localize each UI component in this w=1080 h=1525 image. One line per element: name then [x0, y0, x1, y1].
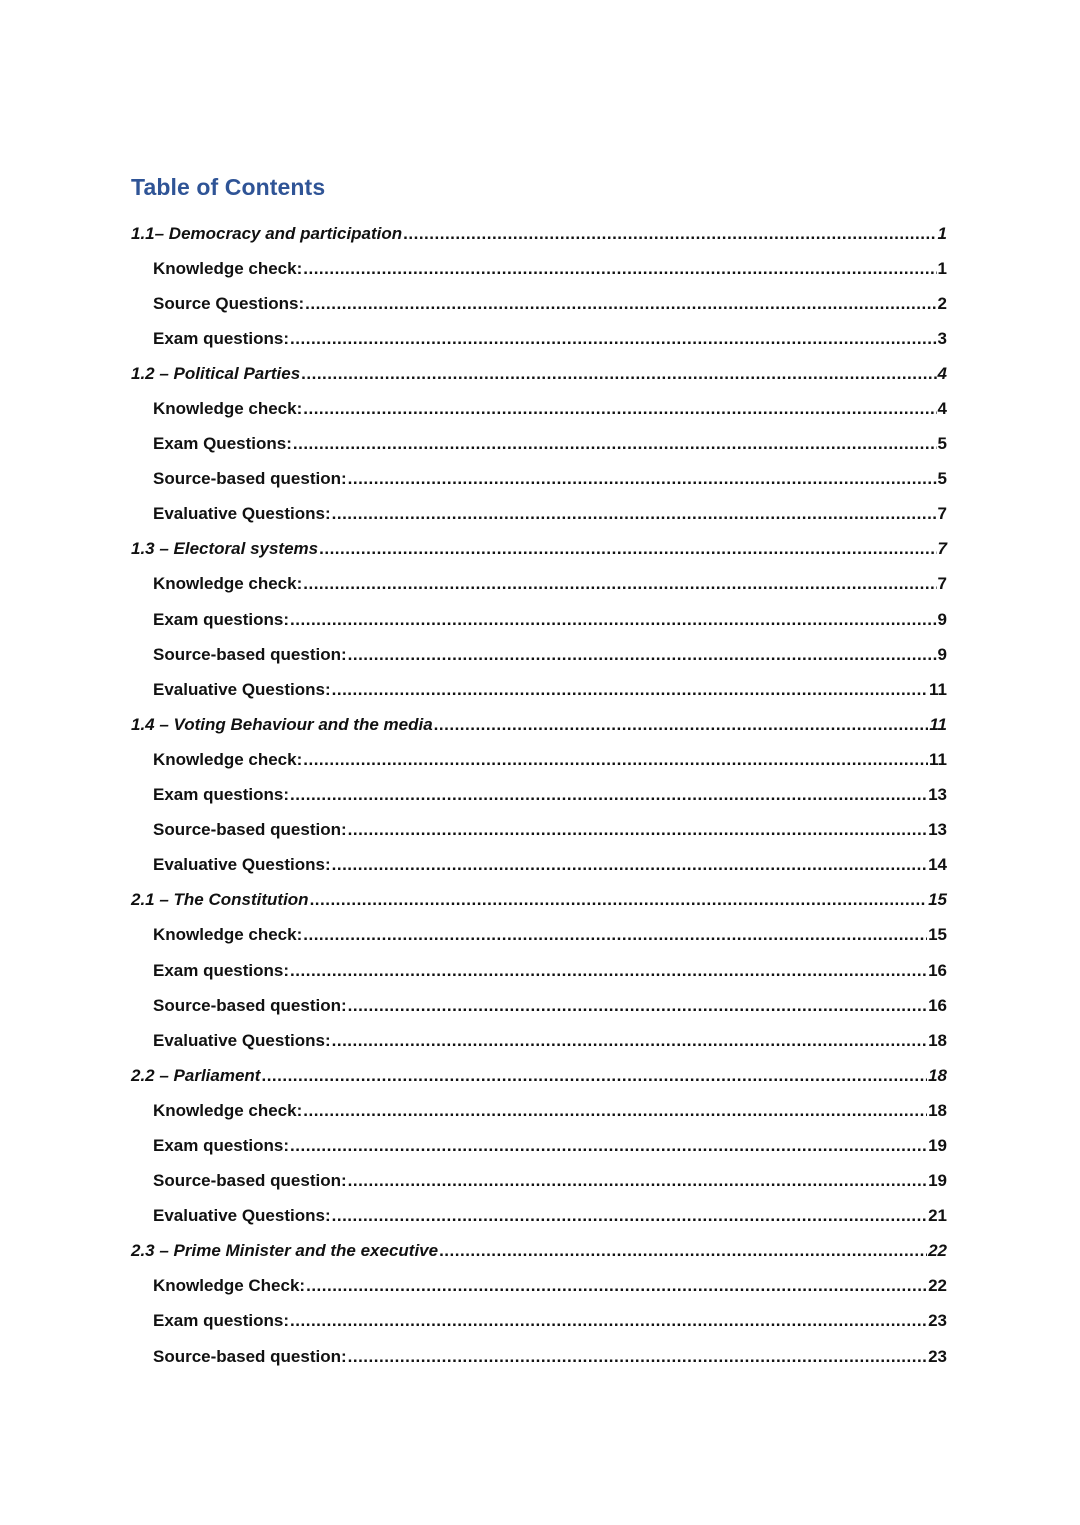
toc-entry-label: Evaluative Questions:: [153, 1030, 331, 1050]
toc-page-number: 18: [928, 1100, 947, 1120]
toc-subsection-entry[interactable]: [0, 848, 947, 883]
toc-subsection-entry[interactable]: [0, 1304, 947, 1339]
dot-leader: [348, 1171, 927, 1191]
toc-section-entry[interactable]: [0, 532, 947, 567]
dot-leader: [319, 539, 936, 559]
toc-page-number: 19: [928, 1171, 947, 1191]
toc-entry-label: Knowledge check:: [153, 925, 303, 945]
toc-page-number: 5: [937, 469, 947, 489]
dot-leader: [332, 1031, 927, 1051]
toc-section-entry[interactable]: [0, 883, 947, 918]
toc-subsection-entry[interactable]: [0, 286, 947, 321]
dot-leader: [290, 961, 927, 981]
toc-page-number: 23: [928, 1311, 947, 1331]
toc-page-number: 16: [928, 995, 947, 1015]
toc-subsection-entry[interactable]: [0, 251, 947, 286]
toc-subsection-entry[interactable]: [0, 1093, 947, 1128]
dot-leader: [332, 680, 928, 700]
toc-page-number: 7: [937, 504, 947, 524]
toc-entry-label: Knowledge check:: [153, 399, 303, 419]
dot-leader: [303, 925, 927, 945]
toc-entry-label: Source-based question:: [153, 995, 347, 1015]
toc-entry-label: 1.3 – Electoral systems: [131, 539, 319, 559]
toc-subsection-entry[interactable]: [0, 778, 947, 813]
dot-leader: [261, 1066, 927, 1086]
toc-subsection-entry[interactable]: [0, 988, 947, 1023]
toc-subsection-entry[interactable]: [0, 391, 947, 426]
toc-section-entry[interactable]: [0, 1058, 947, 1093]
dot-leader: [290, 329, 936, 349]
toc-entry-label: 1.2 – Political Parties: [131, 363, 301, 383]
toc-section-entry[interactable]: [0, 356, 947, 391]
toc-page-number: 18: [928, 1065, 947, 1085]
dot-leader: [348, 996, 927, 1016]
dot-leader: [332, 1206, 927, 1226]
toc-subsection-entry[interactable]: [0, 321, 947, 356]
toc-page-number: 1: [937, 258, 947, 278]
toc-section-entry[interactable]: [0, 216, 947, 251]
toc-entry-label: Exam questions:: [153, 1135, 290, 1155]
toc-page-number: 13: [928, 820, 947, 840]
toc-page-number: 13: [928, 785, 947, 805]
dot-leader: [303, 259, 936, 279]
toc-subsection-entry[interactable]: [0, 672, 947, 707]
dot-leader: [348, 645, 937, 665]
toc-page-number: 11: [929, 749, 947, 769]
toc-entry-label: Source-based question:: [153, 1346, 347, 1366]
toc-subsection-entry[interactable]: [0, 742, 947, 777]
toc-entry-label: Exam Questions:: [153, 434, 292, 454]
toc-entry-label: Exam questions:: [153, 960, 290, 980]
toc-page-number: 22: [928, 1241, 947, 1261]
toc-subsection-entry[interactable]: [0, 813, 947, 848]
dot-leader: [348, 469, 937, 489]
dot-leader: [293, 434, 937, 454]
toc-page-number: 16: [928, 960, 947, 980]
toc-page-number: 4: [937, 399, 947, 419]
toc-page-number: 18: [928, 1030, 947, 1050]
toc-page-number: 3: [937, 328, 947, 348]
toc-page-number: 11: [929, 679, 947, 699]
toc-section-entry[interactable]: [0, 1234, 947, 1269]
dot-leader: [332, 504, 937, 524]
dot-leader: [290, 1136, 927, 1156]
toc-subsection-entry[interactable]: [0, 918, 947, 953]
dot-leader: [290, 1311, 927, 1331]
toc-entry-label: Source-based question:: [153, 820, 347, 840]
toc-subsection-entry[interactable]: [0, 1199, 947, 1234]
toc-entry-label: Knowledge check:: [153, 574, 303, 594]
dot-leader: [303, 750, 928, 770]
toc-list: [0, 216, 1080, 1374]
toc-subsection-entry[interactable]: [0, 427, 947, 462]
dot-leader: [403, 224, 936, 244]
toc-entry-label: 1.4 – Voting Behaviour and the media: [131, 714, 433, 734]
toc-subsection-entry[interactable]: [0, 1269, 947, 1304]
toc-subsection-entry[interactable]: [0, 1023, 947, 1058]
toc-entry-label: 1.1– Democracy and participation: [131, 223, 403, 243]
toc-page-number: 5: [937, 434, 947, 454]
toc-page-number: 7: [937, 574, 947, 594]
toc-entry-label: Source-based question:: [153, 644, 347, 664]
toc-subsection-entry[interactable]: [0, 1339, 947, 1374]
toc-subsection-entry[interactable]: [0, 953, 947, 988]
toc-subsection-entry[interactable]: [0, 1128, 947, 1163]
toc-page-number: 4: [937, 363, 947, 383]
toc-page-number: 23: [928, 1346, 947, 1366]
dot-leader: [303, 574, 936, 594]
toc-page-number: 14: [928, 855, 947, 875]
toc-page-number: 15: [928, 925, 947, 945]
toc-entry-label: Exam questions:: [153, 609, 290, 629]
dot-leader: [332, 855, 927, 875]
toc-entry-label: Knowledge check:: [153, 749, 303, 769]
toc-entry-label: 2.3 – Prime Minister and the executive: [131, 1241, 439, 1261]
dot-leader: [439, 1241, 927, 1261]
dot-leader: [306, 1276, 927, 1296]
toc-subsection-entry[interactable]: [0, 567, 947, 602]
toc-entry-label: Evaluative Questions:: [153, 855, 331, 875]
toc-entry-label: 2.2 – Parliament: [131, 1065, 261, 1085]
toc-title: Table of Contents: [131, 174, 326, 200]
toc-entry-label: Knowledge check:: [153, 258, 303, 278]
toc-page-number: 9: [937, 644, 947, 664]
toc-section-entry[interactable]: [0, 707, 947, 742]
toc-subsection-entry[interactable]: [0, 497, 947, 532]
toc-subsection-entry[interactable]: [0, 462, 947, 497]
toc-page-number: 15: [928, 890, 947, 910]
toc-entry-label: Source-based question:: [153, 469, 347, 489]
toc-entry-label: Exam questions:: [153, 328, 290, 348]
toc-subsection-entry[interactable]: [0, 1164, 947, 1199]
toc-entry-label: Knowledge Check:: [153, 1276, 306, 1296]
dot-leader: [310, 890, 928, 910]
dot-leader: [303, 1101, 927, 1121]
toc-page-number: 11: [929, 714, 947, 734]
toc-entry-label: Exam questions:: [153, 1311, 290, 1331]
toc-entry-label: Evaluative Questions:: [153, 1206, 331, 1226]
toc-page-number: 7: [937, 539, 947, 559]
toc-page-number: 9: [937, 609, 947, 629]
toc-page-number: 1: [937, 223, 947, 243]
toc-entry-label: 2.1 – The Constitution: [131, 890, 309, 910]
toc-entry-label: Knowledge check:: [153, 1100, 303, 1120]
dot-leader: [348, 820, 927, 840]
dot-leader: [303, 399, 936, 419]
dot-leader: [290, 785, 927, 805]
toc-subsection-entry[interactable]: [0, 602, 947, 637]
toc-page-number: 22: [928, 1276, 947, 1296]
dot-leader: [301, 364, 936, 384]
toc-entry-label: Source Questions:: [153, 293, 305, 313]
dot-leader: [348, 1347, 927, 1367]
dot-leader: [290, 610, 936, 630]
toc-entry-label: Exam questions:: [153, 785, 290, 805]
toc-subsection-entry[interactable]: [0, 637, 947, 672]
toc-entry-label: Evaluative Questions:: [153, 679, 331, 699]
toc-entry-label: Source-based question:: [153, 1171, 347, 1191]
toc-page-number: 19: [928, 1135, 947, 1155]
toc-entry-label: Evaluative Questions:: [153, 504, 331, 524]
toc-page-number: 21: [928, 1206, 947, 1226]
toc-page-number: 2: [937, 293, 947, 313]
dot-leader: [305, 294, 936, 314]
dot-leader: [434, 715, 929, 735]
